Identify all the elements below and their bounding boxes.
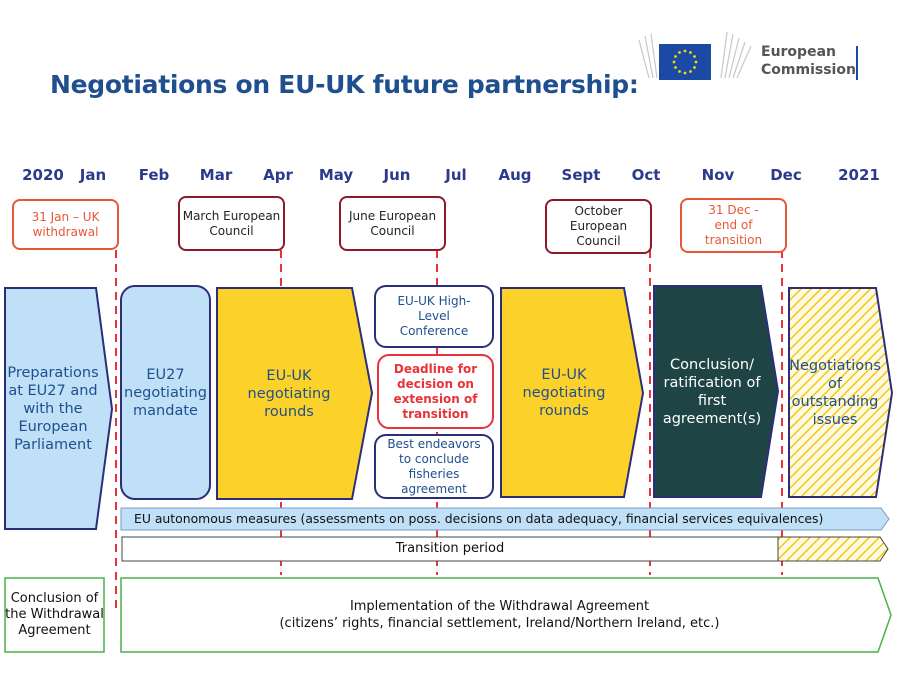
agreement-bar-shape (121, 578, 891, 652)
end-transition-event (680, 198, 787, 253)
transition-period-bar: Transition period (395, 541, 505, 556)
timeline-label-2020: 2020 (22, 166, 64, 184)
june-council-label: June European Council (348, 208, 437, 238)
outstanding-label: Negotiations of outstanding issues (789, 357, 881, 428)
timeline-label-2021: 2021 (838, 166, 880, 184)
end-transition-label: 31 Dec - end of transition (704, 203, 763, 247)
deadline-extension: Deadline for decision on extension of transition (377, 354, 494, 429)
preparations-label: Preparations at EU27 and with the European Parliament (7, 364, 99, 453)
march-council-event (178, 196, 285, 251)
october-council-label: October European Council (569, 204, 628, 248)
implementation-line2: (citizens’ rights, financial settlement, Ireland/Northern Ireland, etc.) (279, 616, 720, 631)
implementation-line1: Implementation of the Withdrawal Agreement (349, 599, 650, 614)
june-council-event (339, 196, 446, 251)
timeline-label-jun: Jun (383, 166, 411, 184)
conclusion-label: Conclusion/ ratification of first agreement(s) (662, 356, 762, 427)
timeline-label-jul: Jul (445, 166, 467, 184)
timeline-label-sept: Sept (561, 166, 601, 184)
rounds2-label: EU-UK negotiating rounds (522, 366, 606, 419)
timeline-label-feb: Feb (138, 166, 170, 184)
fisheries-agreement: Best endeavors to conclude fisheries agreement (374, 434, 494, 499)
timeline-label-nov: Nov (701, 166, 735, 184)
high-level-conference: EU-UK High-Level Conference (374, 285, 494, 348)
timeline-label-may: May (318, 166, 354, 184)
page-title: Negotiations on EU-UK future partnership: (50, 70, 639, 99)
timeline-label-aug: Aug (498, 166, 532, 184)
timeline-label-jan: Jan (79, 166, 107, 184)
mandate-label: EU27 negotiating mandate (124, 366, 207, 419)
rounds1-label: EU-UK negotiating rounds (247, 367, 331, 420)
timeline-label-apr: Apr (263, 166, 293, 184)
autonomous-measures-bar: EU autonomous measures (assessments on poss. decisions on data adequacy, financial services equivalences) (134, 511, 824, 526)
withdrawal-event-label: 31 Jan – UK withdrawal (31, 209, 100, 239)
timeline-label-oct: Oct (631, 166, 661, 184)
withdrawal-event (12, 199, 119, 250)
logo-text-2: Commission (761, 62, 856, 78)
timeline-label-mar: Mar (199, 166, 233, 184)
march-council-label: March European Council (182, 208, 281, 238)
timeline-label-dec: Dec (770, 166, 802, 184)
logo-text-1: European (761, 44, 836, 60)
transition-extension-shape (778, 537, 888, 561)
october-council-event (545, 199, 652, 254)
agreement-label: Conclusion of the Withdrawal Agreement (5, 591, 104, 638)
